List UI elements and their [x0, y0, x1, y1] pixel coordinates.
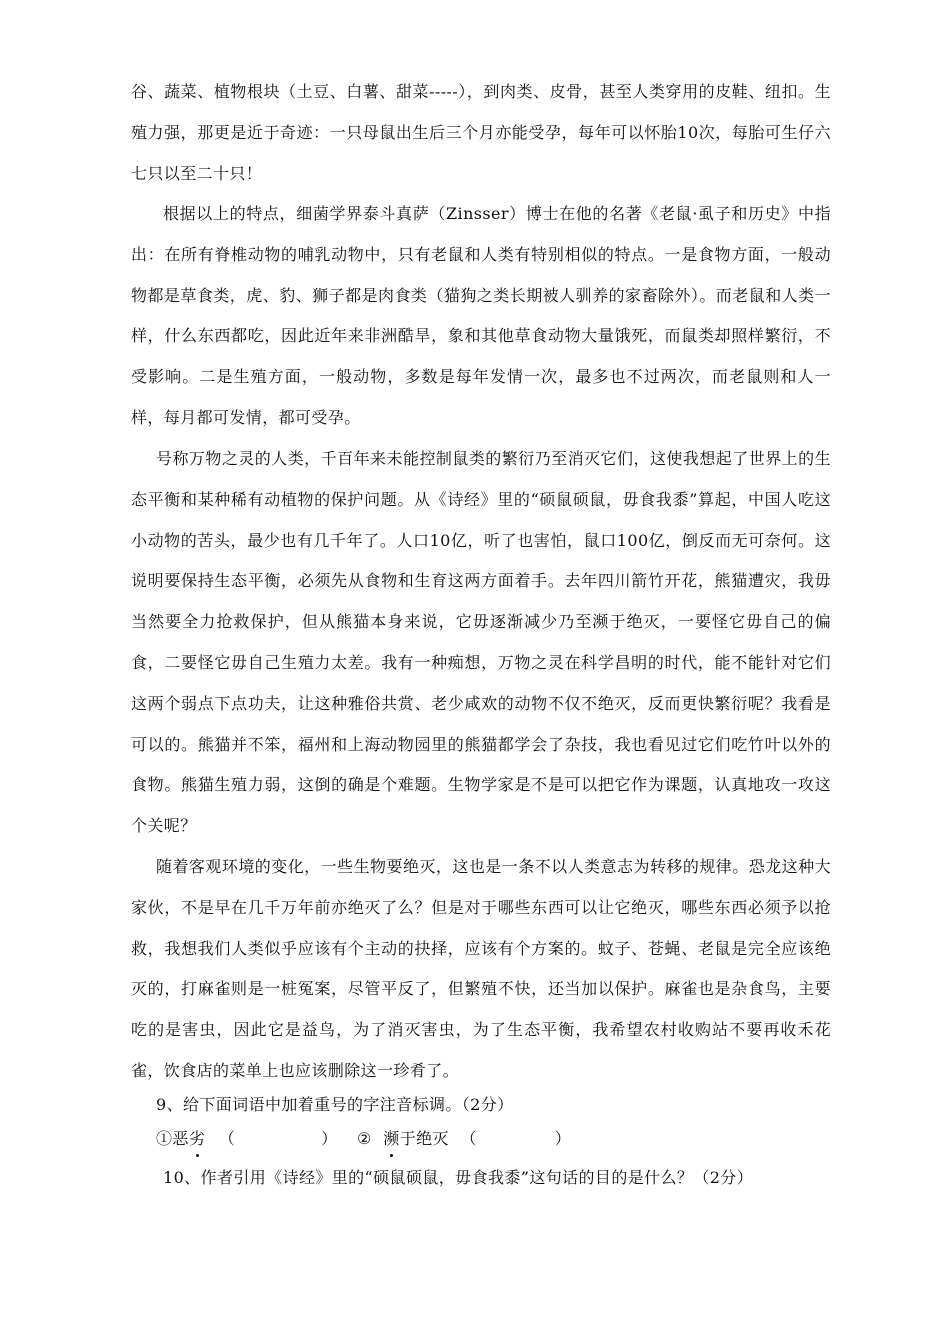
question-10-stem: 10、作者引用《诗经》里的“硕鼠硕鼠，毋食我黍”这句话的目的是什么？（2分） [163, 1168, 754, 1187]
paragraph-2: 根据以上的特点，细菌学界泰斗真萨（Zinsser）博士在他的名著《老鼠·虱子和历史》中指出：在所有脊椎动物的哺乳动物中，只有老鼠和人类有特别相似的特点。一是食物方面，一般动物都是草食类，虎、豹、狮子都是肉食类（猫狗之类长期被人驯养的家畜除外）。而老鼠和人类一样，什么东西都吃，因此近年来非洲酷旱，象和其他草食动物大量饿死，而鼠类却照样繁衍，不受影响。二是生殖方面，一般动物，多数是每年发情一次，最多也不过两次，而老鼠则和人一样，每月都可发情，都可受孕。 [131, 204, 831, 427]
paragraph-1: 谷、蔬菜、植物根块（土豆、白薯、甜菜-----），到肉类、皮骨，甚至人类穿用的皮鞋、纽扣。生殖力强，那更是近于奇迹：一只母鼠出生后三个月亦能受孕，每年可以怀胎10次，每胎可生仔六七只以至二十只！ [131, 82, 831, 183]
item-1-emphasis-char: 劣 [189, 1126, 205, 1152]
item-2-suffix: 于绝灭 [399, 1129, 449, 1148]
item-2-emphasis-char: 濒 [383, 1126, 399, 1152]
item-1-open-paren: （ [218, 1129, 236, 1148]
item-2-open-paren: （ [460, 1129, 477, 1148]
question-9-items [156, 1126, 571, 1152]
item-2-number: ② [357, 1129, 372, 1148]
item-1-prefix: 恶 [172, 1129, 189, 1148]
item-1-number: ① [156, 1129, 173, 1148]
question-9-stem: 9、给下面词语中加着重号的字注音标调。（2分） [156, 1095, 514, 1114]
item-1-close-paren: ） [321, 1129, 338, 1148]
paragraph-4: 随着客观环境的变化，一些生物要绝灭，这也是一条不以人类意志为转移的规律。恐龙这种大家伙，不是早在几千万年前亦绝灭了么？但是对于哪些东西可以让它绝灭，哪些东西必须予以抢救，我想我们人类似乎应该有个主动的抉择，应该有个方案的。蚊子、苍蝇、老鼠是完全应该绝灭的，打麻雀则是一桩冤案，尽管平反了，但繁殖不快，还当加以保护。麻雀也是杂食鸟，主要吃的是害虫，因此它是益鸟，为了消灭害虫，为了生态平衡，我希望农村收购站不要再收禾花雀，饮食店的菜单上也应该删除这一珍肴了。 [131, 857, 831, 1080]
item-2-close-paren: ） [554, 1129, 572, 1148]
paragraph-3: 号称万物之灵的人类，千百年来未能控制鼠类的繁衍乃至消灭它们，这使我想起了世界上的生态平衡和某种稀有动植物的保护问题。从《诗经》里的“硕鼠硕鼠，毋食我黍”算起，中国人吃这小动物的苦头，最少也有几千年了。人口10亿，听了也害怕，鼠口100亿，倒反而无可奈何。这说明要保持生态平衡，必须先从食物和生育这两方面着手。去年四川箭竹开花，熊猫遭灾，我毋当然要全力抢救保护，但从熊猫本身来说，它毋逐渐减少乃至濒于绝灭，一要怪它毋自己的偏食，二要怪它毋自己生殖力太差。我有一种痴想，万物之灵在科学昌明的时代，能不能针对它们这两个弱点下点功夫，让这种雅俗共赏、老少咸欢的动物不仅不绝灭，反而更快繁衍呢？我看是可以的。熊猫并不笨，福州和上海动物园里的熊猫都学会了杂技，我也看见过它们吃竹叶以外的食物。熊猫生殖力弱，这倒的确是个难题。生物学家是不是可以把它作为课题，认真地攻一攻这个关呢？ [131, 449, 831, 836]
